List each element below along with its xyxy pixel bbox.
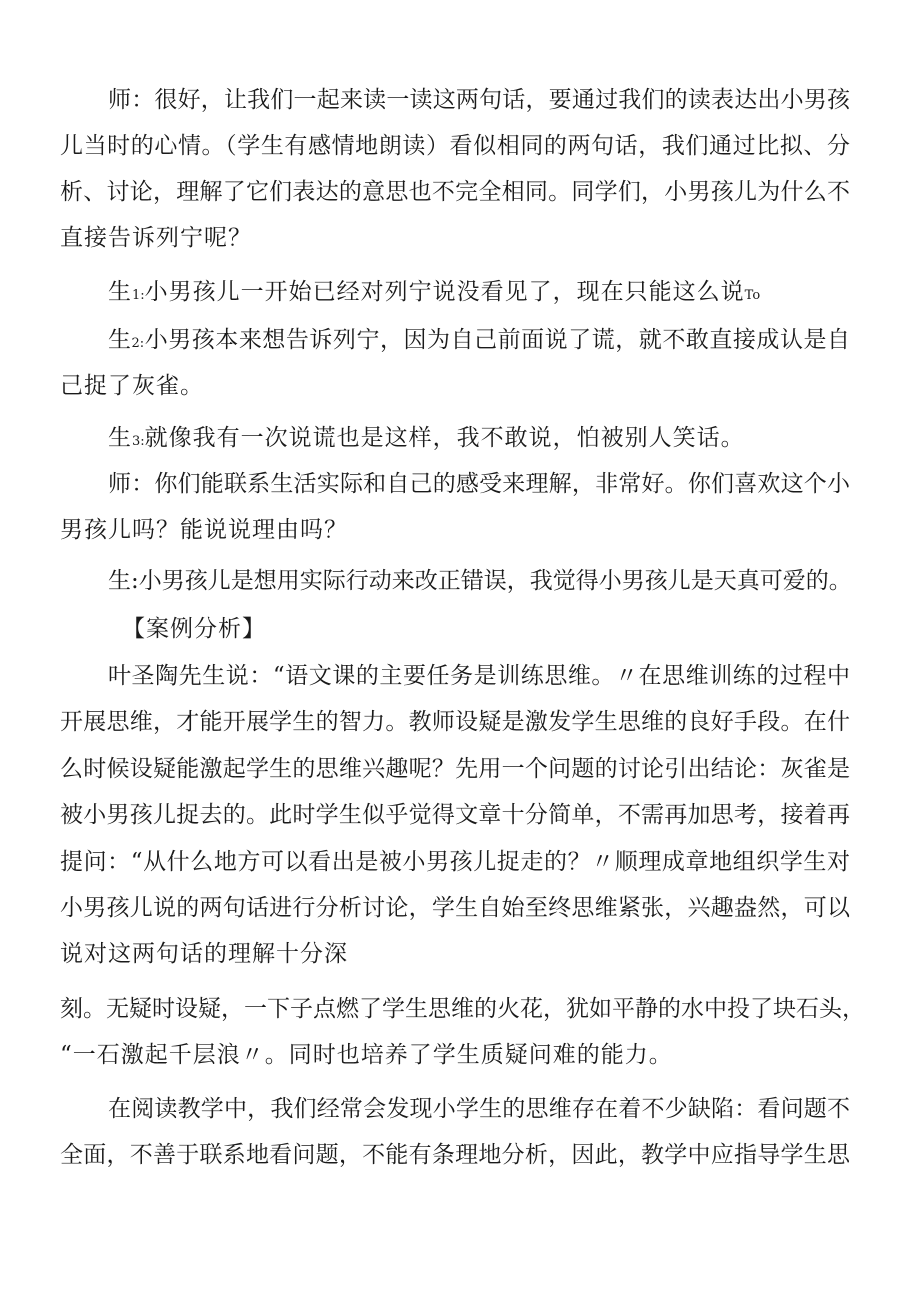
paragraph-line: 儿当时的心情。（学生有感情地朗读）看似相同的两句话，我们通过比拟、分 bbox=[60, 133, 850, 159]
speaker-label: 师： bbox=[108, 471, 155, 497]
paragraph-line: 刻。无疑时设疑，一下子点燃了学生思维的火花，犹如平静的水中投了块石头， bbox=[60, 996, 865, 1022]
teacher-line-1: 师：很好，让我们一起来读一读这两句话，要通过我们的读表达出小男孩 bbox=[108, 87, 851, 113]
paragraph-line: 全面，不善于联系地看问题，不能有条理地分析，因此，教学中应指导学生思 bbox=[60, 1142, 850, 1168]
section-heading: 【案例分析】 bbox=[122, 616, 266, 642]
paragraph-line: 被小男孩儿捉去的。此时学生似乎觉得文章十分简单，不需再加思考，接着再 bbox=[60, 802, 850, 828]
speaker-label: 生 bbox=[108, 327, 132, 353]
speaker-number: 1: bbox=[132, 288, 145, 303]
paragraph-line: 提问：“从什么地方可以看出是被小男孩儿捉走的？〃顺理成章地组织学生对 bbox=[60, 849, 850, 875]
teacher-line-2: 师：你们能联系生活实际和自己的感受来理解，非常好。你们喜欢这个小 bbox=[108, 471, 851, 497]
paragraph-line: “一石激起千层浪〃。同时也培养了学生质疑问难的能力。 bbox=[60, 1042, 673, 1068]
paragraph-line: 么时候设疑能激起学生的思维兴趣呢？先用一个问题的讨论引出结论：灰雀是 bbox=[60, 756, 850, 782]
paragraph-line: 析、讨论，理解了它们表达的意思也不完全相同。同学们，小男孩儿为什么不 bbox=[60, 179, 850, 205]
paragraph-line: 说对这两句话的理解十分深 bbox=[60, 941, 348, 967]
speaker-label: 师： bbox=[108, 87, 155, 113]
student-line-1: 生1:小男孩儿一开始已经对列宁说没看见了，现在只能这么说To bbox=[108, 279, 761, 305]
student-line-3: 生3:就像我有一次说谎也是这样，我不敢说，怕被别人笑话。 bbox=[108, 425, 745, 451]
student-line-4: 生:小男孩儿是想用实际行动来改正错误，我觉得小男孩儿是天真可爱的。 bbox=[108, 568, 852, 594]
trailing-mark: To bbox=[744, 288, 761, 303]
paragraph-line: 己捉了灰雀。 bbox=[60, 373, 204, 399]
student-line-2: 生2:小男孩本来想告诉列宁，因为自己前面说了谎，就不敢直接成认是自 bbox=[108, 327, 851, 353]
speaker-label: 生 bbox=[108, 279, 132, 305]
paragraph-line: 在阅读教学中，我们经常会发现小学生的思维存在着不少缺陷：看问题不 bbox=[108, 1096, 850, 1122]
speaker-number: 2: bbox=[131, 336, 145, 351]
speaker-number: 3: bbox=[132, 434, 145, 449]
paragraph-line: 开展思维，才能开展学生的智力。教师设疑是激发学生思维的良好手段。在什 bbox=[60, 709, 850, 735]
paragraph-line: 男孩儿吗？能说说理由吗？ bbox=[60, 517, 348, 543]
paragraph-line: 小男孩儿说的两句话进行分析讨论，学生自始至终思维紧张，兴趣盎然，可以 bbox=[60, 895, 850, 921]
speaker-label: 生: bbox=[108, 568, 139, 594]
speaker-label: 生 bbox=[108, 425, 132, 451]
paragraph-line: 直接告诉列宁呢？ bbox=[60, 225, 252, 251]
paragraph-line: 叶圣陶先生说：“语文课的主要任务是训练思维。〃在思维训练的过程中 bbox=[108, 663, 850, 689]
